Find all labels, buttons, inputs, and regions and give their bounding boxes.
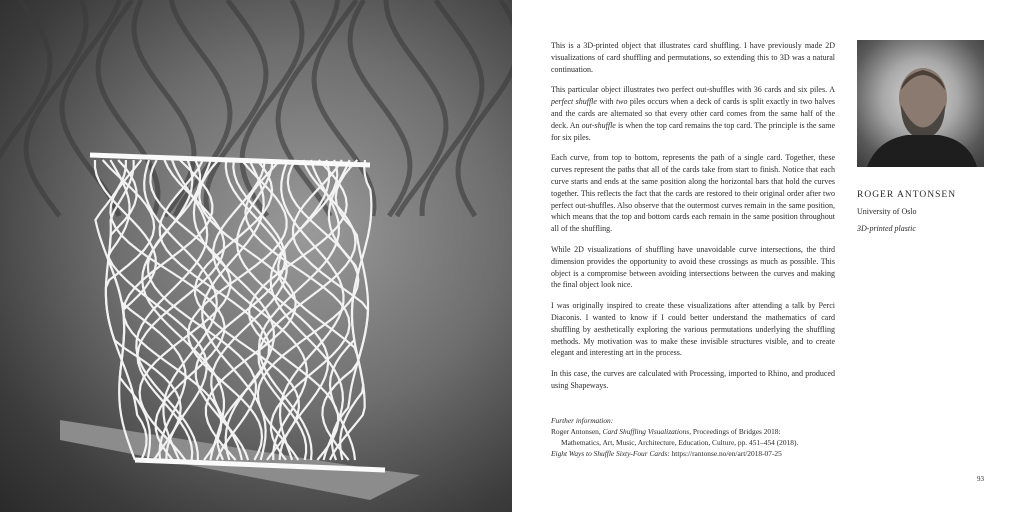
emphasis: perfect shuffle <box>551 97 597 107</box>
paragraph-production: In this case, the curves are calculated with Processing, imported to Rhino, and produced using Shapeways. <box>551 369 835 390</box>
sculpture-stroke <box>90 155 370 165</box>
artwork-material: 3D-printed plastic <box>857 224 916 233</box>
sculpture-stroke <box>98 0 158 216</box>
author-name: ROGER ANTONSEN <box>857 190 957 200</box>
paragraph-inspiration: I was originally inspired to create these visualizations after attending a talk by Perci Diaconis. I wanted to know if I could better understand the mathematics of card shuffling by aesthetically exploring the various permutations underlying the shuffling methods. My motivation was to make these invisible structures visible, and to create elegant and interesting art in the process. <box>551 301 835 358</box>
text-column <box>551 40 835 459</box>
sculpture-stroke <box>60 420 420 500</box>
ref-source: , Proceedings of Bridges 2018: <box>689 426 781 436</box>
paragraph-intro: This is a 3D-printed object that illustrates card shuffling. I have previously made 2D visualizations of card shuffling and permutations, so extending this to 3D was a natural continuation. <box>551 41 835 74</box>
text: piles occurs when a deck of cards is split exactly in two halves and the cards are alternated so that every other card comes from the same half of the deck. An <box>551 97 835 130</box>
sculpture-stroke <box>458 0 512 216</box>
sculpture-stroke <box>350 0 410 216</box>
ref-source-cont: Mathematics, Art, Music, Architecture, Education, Culture, pp. 451–454 (2018). <box>561 437 799 447</box>
article-body <box>551 40 835 401</box>
further-information <box>551 415 851 459</box>
ref-author: Roger Antonsen, <box>551 426 603 436</box>
text: with <box>596 97 616 107</box>
page-number: 93 <box>977 475 984 483</box>
ref2-url[interactable]: https://rantonse.no/en/art/2018-07-25 <box>669 448 782 458</box>
author-affiliation: University of Oslo <box>857 207 917 216</box>
emphasis: two <box>615 97 628 107</box>
emphasis: out-shuffle <box>581 120 616 130</box>
sculpture-stroke <box>422 0 482 216</box>
sculpture-stroke <box>386 0 446 216</box>
text: is when the top card remains the top card. The principle is the same for six piles. <box>551 120 835 142</box>
ref-title: Card Shuffling Visualizations <box>602 426 690 436</box>
portrait-image <box>857 40 984 167</box>
ref2-title: Eight Ways to Shuffle Sixty-Four Cards: <box>551 448 670 458</box>
text: This particular object illustrates two perfect out-shuffles with 36 cards and six piles. A <box>551 85 835 95</box>
info-heading: Further information: <box>551 415 614 425</box>
sculpture-stroke <box>259 160 339 460</box>
author-portrait <box>857 40 984 167</box>
paragraph-curves: Each curve, from top to bottom, represents the path of a single card. Together, these curves represent the paths that all of the cards take from start to finish. Notice that each curve starts and ends at the same position along the horizontal bars that hold the curves together. This reflects the fact that the cards are restored to their original order after two perfect out-shuffles. Also observe that the outermost curves remain in the same position, which means that the top and bottom cards each remain in the same position throughout all of the shuffling. <box>551 153 835 234</box>
paragraph-3d: While 2D visualizations of shuffling have unavoidable curve intersections, the third dimension provides the opportunity to avoid these crossings as much as possible. This object is a compromise between avoiding intersections between the curves and making the final object look nice. <box>551 244 835 290</box>
paragraph-out-shuffle <box>551 84 835 143</box>
